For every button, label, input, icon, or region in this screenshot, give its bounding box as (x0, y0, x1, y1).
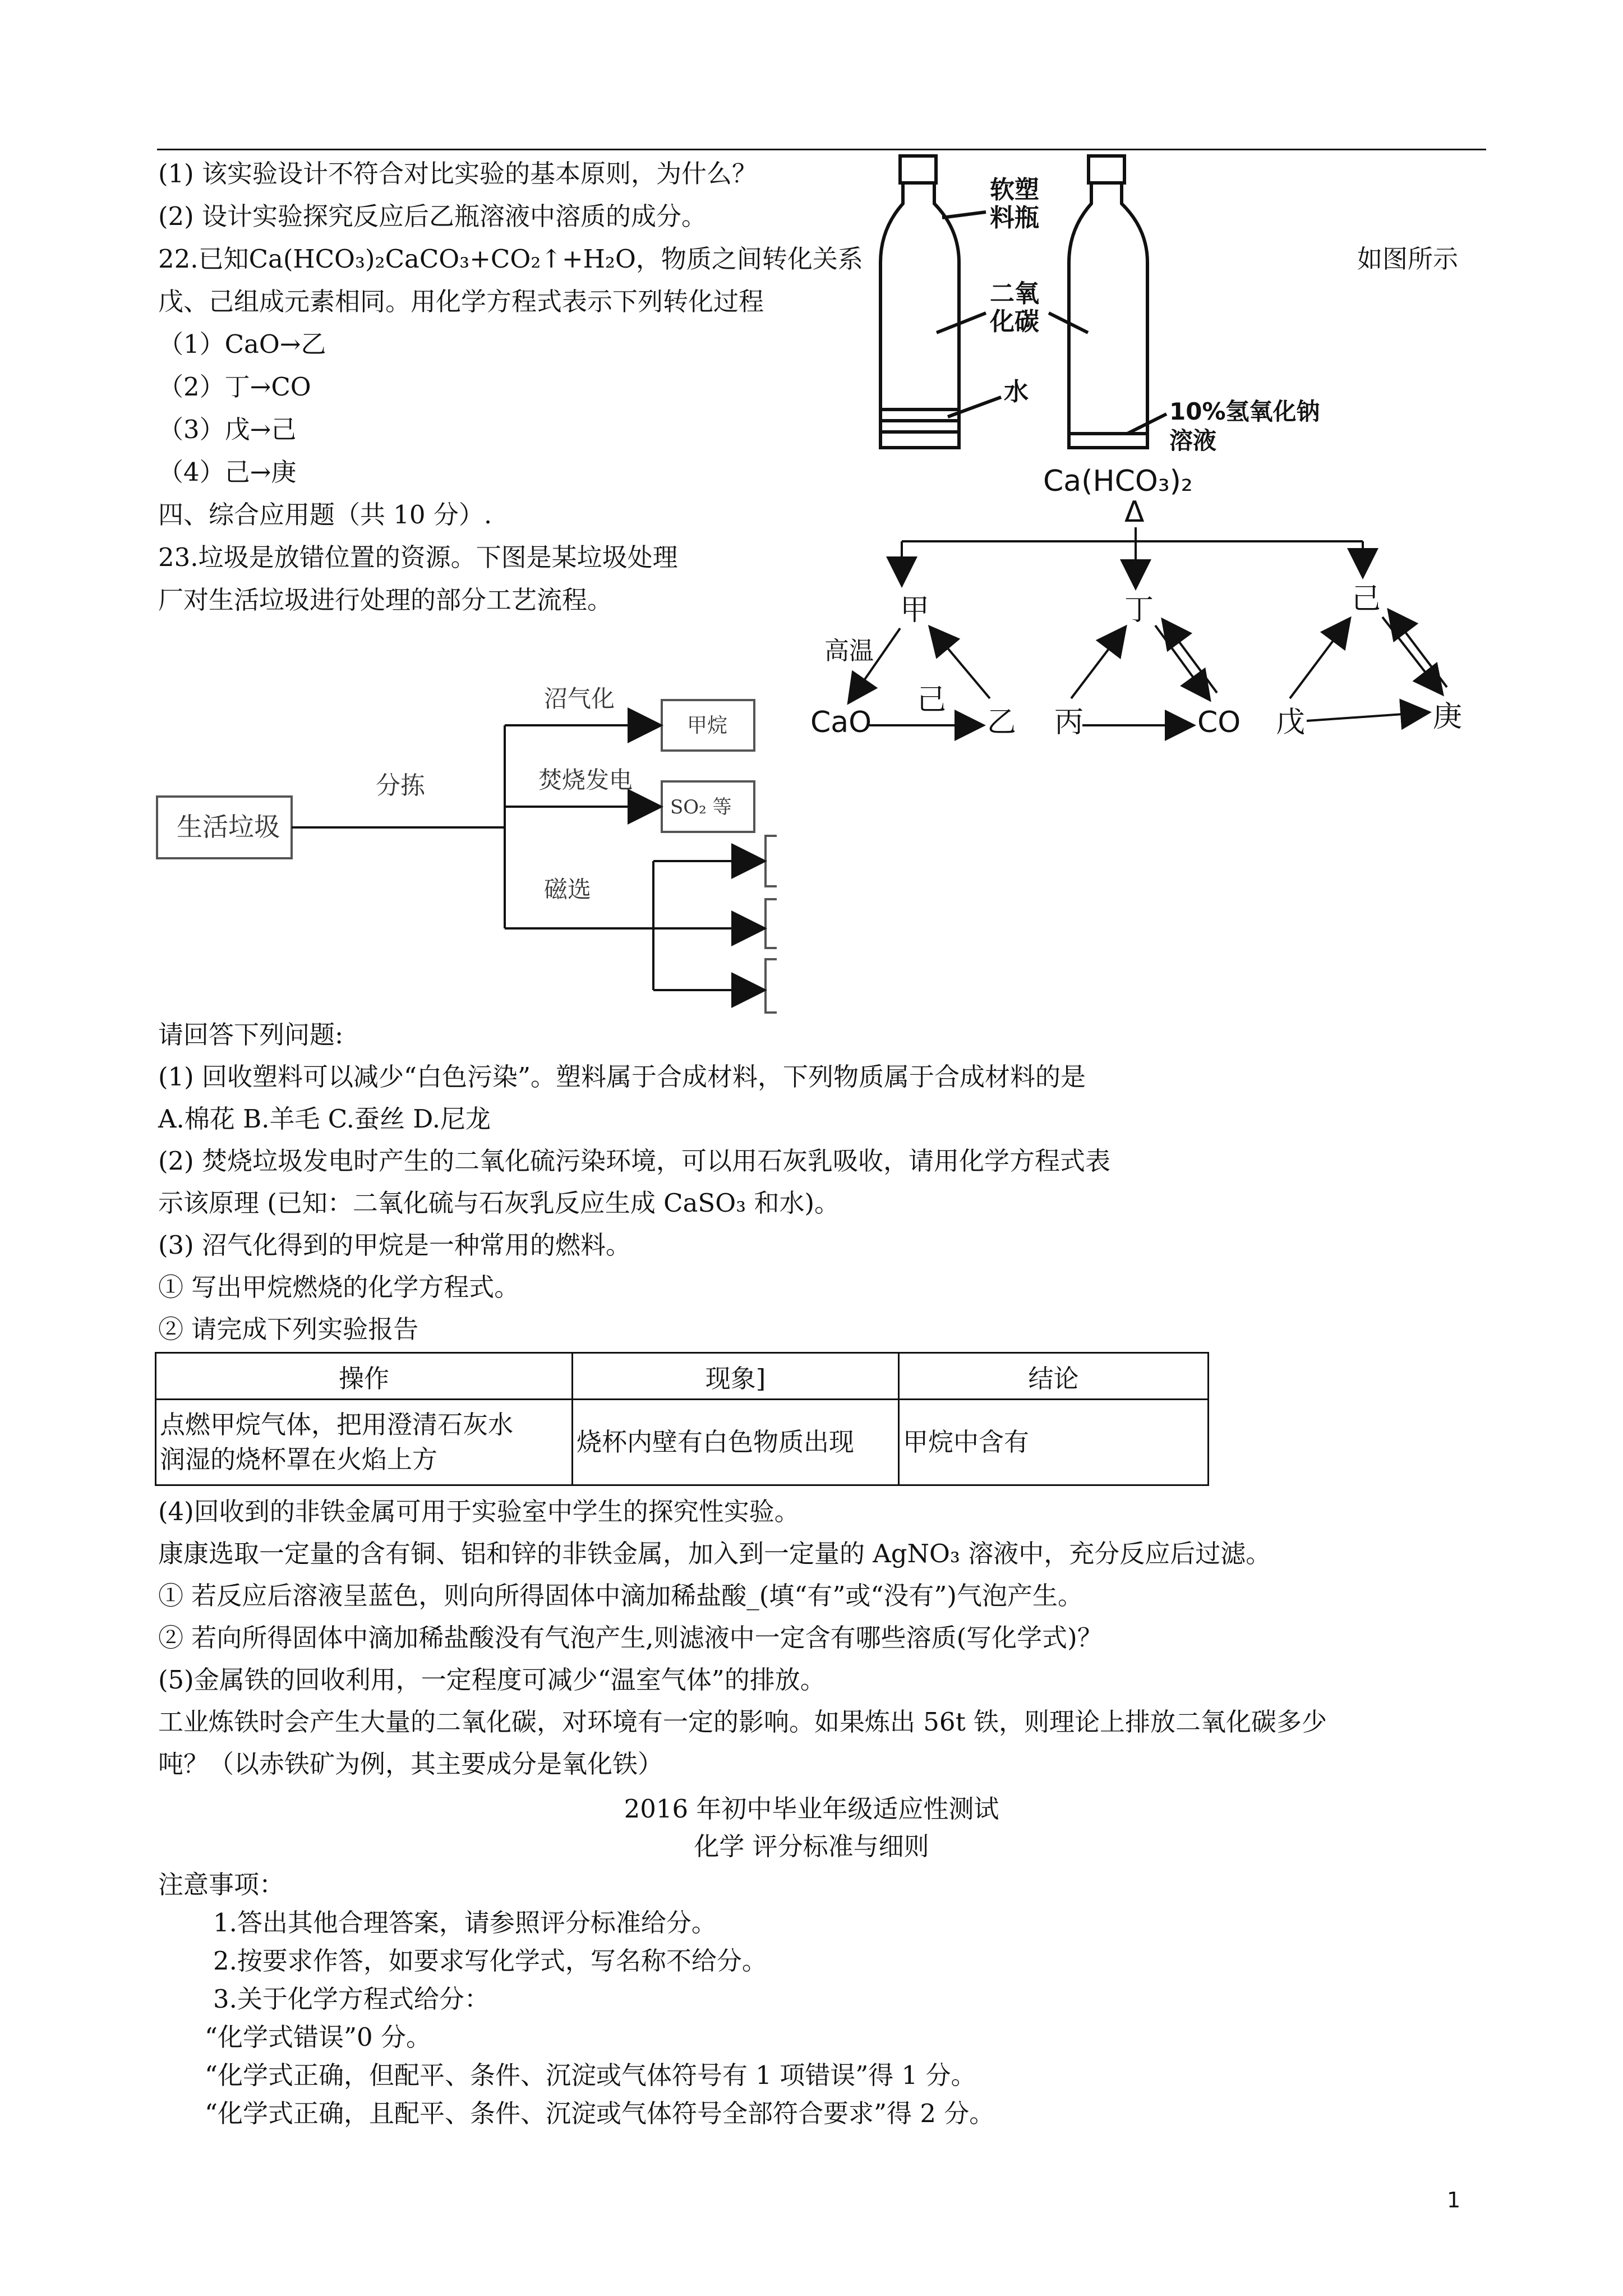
note-3b: “化学式正确，但配平、条件、沉淀或气体符号有 1 项错误”得 1 分。 (205, 2060, 976, 2090)
scheme-gaowen: 高温 (824, 637, 874, 665)
table-header-conclusion: 结论 (899, 1353, 1209, 1400)
scoring-title: 2016 年初中毕业年级适应性测试 (624, 1794, 999, 1824)
note-3: 3.关于化学方程式给分： (213, 1984, 490, 2014)
q23-part4-1: ① 若反应后溶液呈蓝色，则向所得固体中滴加稀盐酸_(填“有”或“没有”)气泡产生。 (158, 1581, 1083, 1611)
scheme-bing: 丙 (1054, 706, 1084, 739)
bottle-label-soft: 软塑 (990, 176, 1039, 204)
q23-part4: (4)回收到的非铁金属可用于实验室中学生的探究性实验。 (158, 1497, 800, 1526)
q22-stem-right: 如图所示 (1357, 244, 1459, 274)
q21-part2: (2) 设计实验探究反应后乙瓶溶液中溶质的成分。 (158, 201, 707, 231)
table-cell-operation: 点燃甲烷气体，把用澄清石灰水 润湿的烧杯罩在火焰上方 (156, 1400, 573, 1485)
scoring-subtitle: 化学 评分标准与细则 (694, 1832, 929, 1861)
q23-part2: (2) 焚烧垃圾发电时产生的二氧化硫污染环境，可以用石灰乳吸收，请用化学方程式表 (158, 1146, 1111, 1176)
water-label: 水 (1004, 378, 1029, 406)
scheme-geng: 庚 (1433, 700, 1463, 734)
scheme-cao: CaO (810, 706, 872, 739)
scheme-top: Ca(HCO₃)₂ (1043, 464, 1193, 498)
note-3c: “化学式正确，且配平、条件、沉淀或气体符号全部符合要求”得 2 分。 (205, 2099, 995, 2128)
scheme-jia: 甲 (900, 593, 930, 627)
flow-source-label: 生活垃圾 (177, 812, 280, 842)
notes-heading: 注意事项： (158, 1870, 285, 1899)
q22-stem-line2: 戊、己组成元素相同。用化学方程式表示下列转化过程 (158, 287, 764, 316)
q22-item3: （3）戊→己 (158, 415, 297, 444)
scheme-ding: 丁 (1124, 593, 1154, 627)
q23-prompt: 请回答下列问题: (158, 1020, 344, 1050)
scheme-ji-mid: 己 (917, 683, 947, 717)
q23-stem: 23.垃圾是放错位置的资源。下图是某垃圾处理 (158, 542, 678, 572)
conversion-scheme (796, 457, 1514, 749)
q22-item2: （2）丁→CO (158, 372, 311, 402)
flow-so2-label: SO₂ 等 (670, 796, 732, 818)
flow-methane-label: 甲烷 (687, 714, 728, 737)
note-2: 2.按要求作答，如要求写化学式，写名称不给分。 (213, 1946, 767, 1976)
q23-part4-2: ② 若向所得固体中滴加稀盐酸没有气泡产生,则滤液中一定含有哪些溶质(写化学式)？ (158, 1623, 1103, 1653)
q21-part1: (1) 该实验设计不符合对比实验的基本原则，为什么？ (158, 159, 758, 188)
q23-part3-1: ① 写出甲烷燃烧的化学方程式。 (158, 1272, 520, 1302)
table-header-operation: 操作 (156, 1353, 573, 1400)
scheme-ji: 己 (1352, 582, 1381, 616)
flow-magnet-label: 磁选 (544, 876, 592, 903)
note-1: 1.答出其他合理答案，请参照评分标准给分。 (213, 1908, 717, 1938)
q22-stem: 22.已知Ca(HCO₃)₂CaCO₃+CO₂↑+H₂O，物质之间转化关系 (158, 244, 863, 274)
waste-flow-diagram (151, 662, 796, 1021)
q22-item1: （1）CaO→乙 (158, 329, 326, 359)
experiment-report-table (155, 1352, 1209, 1486)
table-cell-conclusion[interactable]: 甲烷中含有 (899, 1400, 1209, 1485)
q23-part5-stem: 工业炼铁时会产生大量的二氧化碳，对环境有一定的影响。如果炼出 56t 铁，则理论上排放二氧化碳多少 (158, 1707, 1327, 1737)
section-4-heading: 四、综合应用题（共 10 分）. (158, 500, 492, 530)
table-header-phenomenon: 现象] (573, 1353, 899, 1400)
bottle-label-soft-2: 料瓶 (990, 204, 1039, 232)
naoh-label-2: 溶液 (1169, 427, 1217, 454)
co2-label-1: 二氧 (990, 279, 1039, 308)
scheme-delta: Δ (1124, 495, 1145, 529)
flow-burn-label: 焚烧发电 (538, 766, 633, 794)
q22-item4: （4）己→庚 (158, 457, 297, 487)
q23-stem-line2: 厂对生活垃圾进行处理的部分工艺流程。 (158, 585, 613, 615)
flow-sort-label: 分拣 (376, 771, 425, 800)
flow-zhaoqi-label: 沼气化 (544, 685, 615, 712)
q23-part4-stem: 康康选取一定量的含有铜、铝和锌的非铁金属，加入到一定量的 AgNO₃ 溶液中，充分反应后过滤。 (158, 1539, 1271, 1568)
co2-label-2: 化碳 (990, 307, 1039, 336)
scheme-wu: 戊 (1276, 706, 1306, 739)
q23-part1-options: A.棉花 B.羊毛 C.蚕丝 D.尼龙 (158, 1104, 491, 1134)
q23-part5-stem2: 吨？（以赤铁矿为例，其主要成分是氧化铁） (158, 1749, 663, 1779)
q23-part2-cont: 示该原理 (已知：二氧化硫与石灰乳反应生成 CaSO₃ 和水)。 (158, 1188, 840, 1218)
table-cell-phenomenon: 烧杯内壁有白色物质出现 (573, 1400, 899, 1485)
page-number: 1 (1447, 2188, 1461, 2212)
q23-part1: (1) 回收塑料可以减少“白色污染”。塑料属于合成材料，下列物质属于合成材料的是 (158, 1062, 1086, 1092)
q23-part3-2: ② 请完成下列实验报告 (158, 1314, 419, 1344)
note-3a: “化学式错误”0 分。 (205, 2022, 431, 2052)
bottle-figure (864, 150, 1368, 456)
naoh-label: 10%氢氧化钠 (1169, 398, 1320, 425)
scheme-co: CO (1197, 706, 1241, 739)
scheme-yi: 乙 (987, 706, 1017, 739)
q23-part3: (3) 沼气化得到的甲烷是一种常用的燃料。 (158, 1230, 631, 1260)
q23-part5: (5)金属铁的回收利用，一定程度可减少“温室气体”的排放。 (158, 1665, 826, 1695)
